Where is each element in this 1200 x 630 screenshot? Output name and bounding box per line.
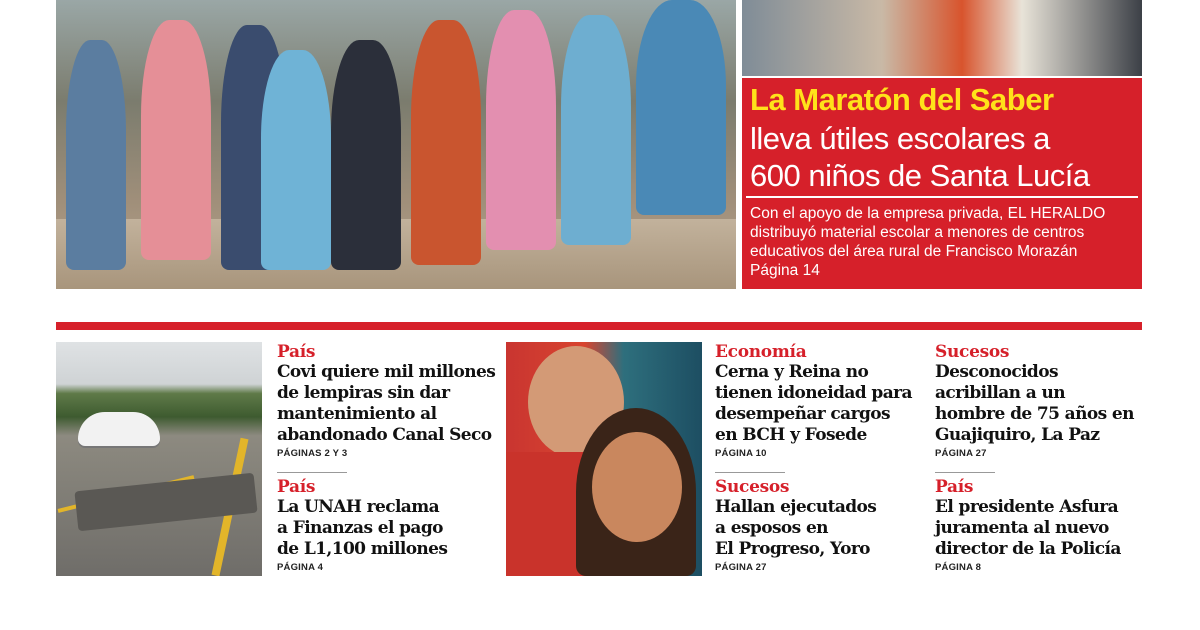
story-headline[interactable]: Covi quiere mil millones de lempiras sin dar mantenimiento al abandonado Canal Seco [277,362,496,445]
story-section: País [935,477,974,497]
story-unah[interactable] [277,477,502,573]
feature-kicker[interactable]: La Maratón del Saber [750,82,1054,117]
feature-deck: Con el apoyo de la empresa privada, EL HERALDO distribuyó material escolar a menores de centros educativos del área rural de Francisco Morazán Página 14 [750,205,1106,279]
story-headline[interactable]: El presidente Asfura juramenta al nuevo director de la Policía [935,497,1121,559]
story-headline[interactable]: Desconocidos acribillan a un hombre de 75 años en Guajiquiro, La Paz [935,362,1134,445]
couple-photo [506,342,702,576]
story-headline[interactable]: Hallan ejecutados a esposos en El Progreso, Yoro [715,497,877,559]
story-page: PÁGINAS 2 Y 3 [277,448,348,459]
hero-child [561,15,631,245]
hero-child [411,20,481,265]
hero-child [636,0,726,215]
hero-child [261,50,331,270]
story-section: Sucesos [715,477,790,497]
story-headline[interactable]: Cerna y Reina no tienen idoneidad para desempeñar cargos en BCH y Fosede [715,362,912,445]
side-photo-supplies-delivery [742,0,1142,76]
hero-photo-children-with-school-supplies [56,0,736,289]
feature-divider [746,196,1138,198]
section-rule [56,322,1142,330]
hero-child [486,10,556,250]
story-divider [715,472,785,473]
story-page: PÁGINA 27 [715,562,767,573]
story-cerna-reina[interactable] [715,342,930,459]
story-section: Economía [715,342,807,362]
story-page: PÁGINA 27 [935,448,987,459]
hero-child [141,20,211,260]
story-section: Sucesos [935,342,1010,362]
story-headline[interactable]: La UNAH reclama a Finanzas el pago de L1,100 millones [277,497,448,559]
story-page: PÁGINA 4 [277,562,324,573]
story-section: País [277,342,316,362]
feature-box [742,78,1142,289]
road-car [78,412,160,446]
story-page: PÁGINA 8 [935,562,982,573]
hero-child [331,40,401,270]
story-asfura[interactable] [935,477,1150,573]
story-esposos[interactable] [715,477,930,573]
hero-child [66,40,126,270]
story-divider [277,472,347,473]
story-covi[interactable] [277,342,502,459]
couple-face-woman [592,432,682,542]
feature-headline[interactable]: lleva útiles escolares a 600 niños de Santa Lucía [750,121,1090,193]
story-divider [935,472,995,473]
story-page: PÁGINA 10 [715,448,767,459]
road-photo-damaged-highway [56,342,262,576]
story-guajiquiro[interactable] [935,342,1150,459]
story-section: País [277,477,316,497]
